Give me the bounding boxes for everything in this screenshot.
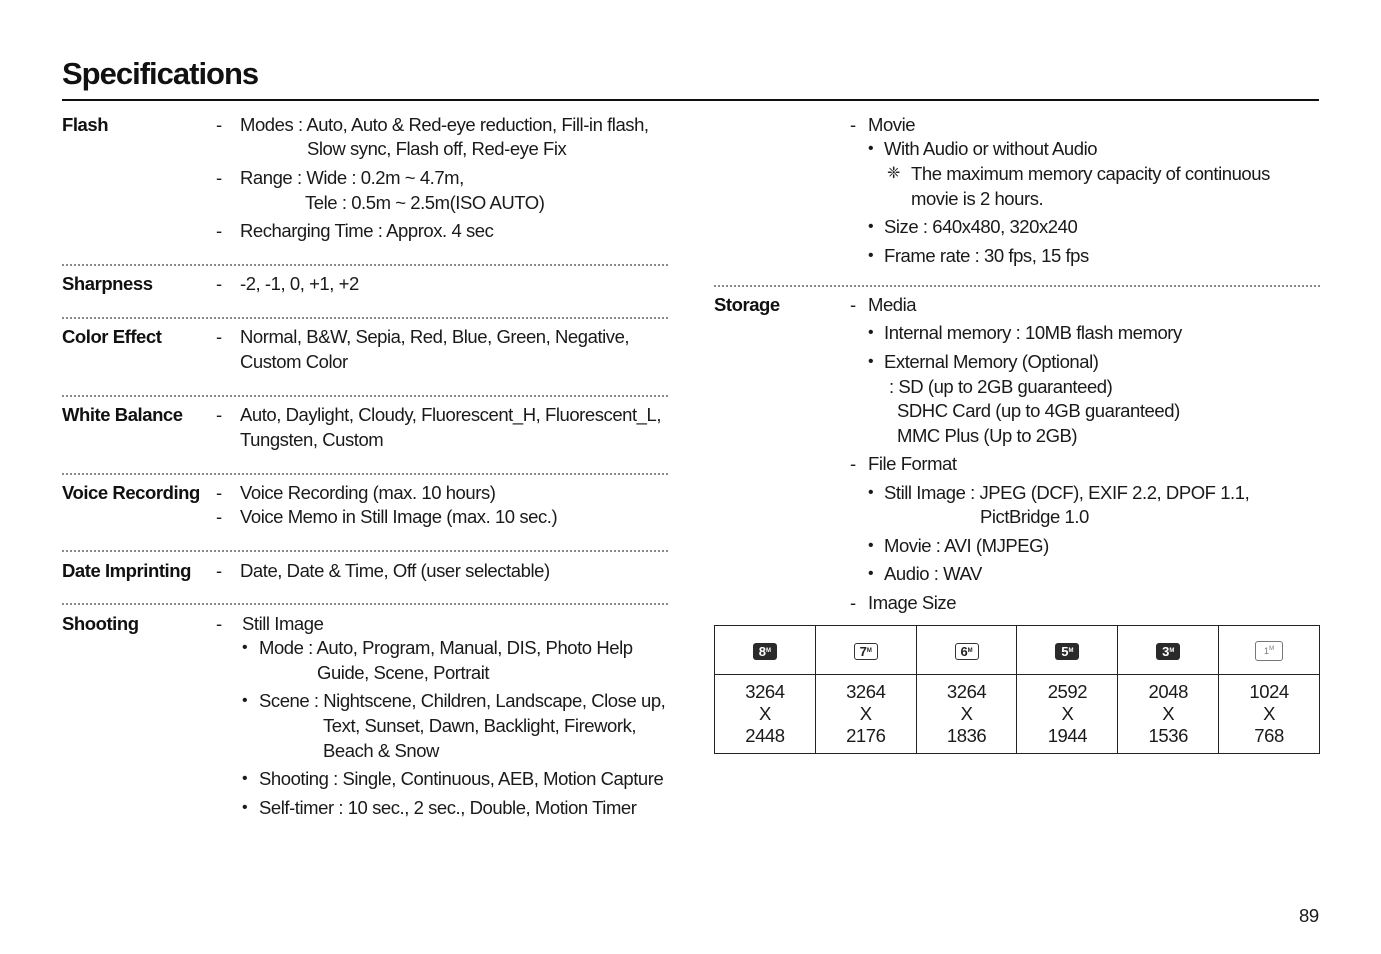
- bullet: •: [868, 565, 874, 582]
- external-memory: External Memory (Optional): [884, 351, 1099, 372]
- flash-modes: Modes : Auto, Auto & Red-eye reduction, Fill-in flash,: [240, 114, 649, 135]
- dotted-divider: [62, 473, 668, 475]
- bullet: •: [868, 537, 874, 554]
- bullet: •: [868, 218, 874, 235]
- external-memory-sdhc: SDHC Card (up to 4GB guaranteed): [897, 400, 1180, 421]
- bullet: •: [242, 770, 248, 787]
- image-size-icon-row: [715, 626, 1320, 675]
- white-balance-value: Auto, Daylight, Cloudy, Fluorescent_H, Fluorescent_L,: [240, 404, 662, 425]
- dotted-divider: [62, 395, 668, 397]
- size-7m-icon: $7_M$: [854, 643, 878, 660]
- media-heading: Media: [868, 294, 917, 315]
- color-effect-value: Normal, B&W, Sepia, Red, Blue, Green, Negative,: [240, 326, 630, 347]
- shooting-label: Shooting: [62, 613, 139, 634]
- dash: -: [216, 326, 222, 347]
- dotted-divider: [62, 317, 668, 319]
- movie-frame-rate: Frame rate : 30 fps, 15 fps: [884, 245, 1089, 266]
- image-size-value-row: [715, 675, 1320, 754]
- image-size-cell: [1219, 626, 1320, 675]
- image-size-heading: Image Size: [868, 592, 957, 613]
- dash: -: [216, 220, 222, 241]
- movie-note: The maximum memory capacity of continuous: [911, 163, 1270, 184]
- dash: -: [216, 482, 222, 503]
- bullet: •: [242, 639, 248, 656]
- external-memory-mmc: MMC Plus (Up to 2GB): [897, 425, 1078, 446]
- image-size-cell: [916, 626, 1017, 675]
- image-size-value: 1024 X 768: [1219, 675, 1320, 754]
- dash: -: [216, 167, 222, 188]
- size-3m-icon: $3_M$: [1156, 643, 1180, 660]
- dash: -: [216, 613, 222, 634]
- dash: -: [850, 592, 856, 613]
- image-size-cell: [715, 626, 816, 675]
- size-1m-icon: $1_M$: [1255, 641, 1283, 661]
- still-image-format: Still Image : JPEG (DCF), EXIF 2.2, DPOF 1.1,: [884, 482, 1250, 503]
- shooting-self-timer: Self-timer : 10 sec., 2 sec., Double, Motion Timer: [259, 797, 637, 818]
- image-size-value: 3264 X 1836: [916, 675, 1017, 754]
- color-effect-value-cont: Custom Color: [240, 351, 348, 372]
- image-size-value: 3264 X 2448: [715, 675, 816, 754]
- audio-format: Audio : WAV: [884, 563, 982, 584]
- page-number: 89: [1299, 905, 1319, 926]
- image-size-value: 2592 X 1944: [1017, 675, 1118, 754]
- image-size-value: 2048 X 1536: [1118, 675, 1219, 754]
- bullet: •: [868, 140, 874, 157]
- shooting-scene: Scene : Nightscene, Children, Landscape, Close up,: [259, 690, 666, 711]
- bullet: •: [868, 353, 874, 370]
- internal-memory: Internal memory : 10MB flash memory: [884, 322, 1182, 343]
- page-title: Specifications: [62, 56, 259, 91]
- shooting-mode: Mode : Auto, Program, Manual, DIS, Photo Help: [259, 637, 633, 658]
- movie-heading: Movie: [868, 114, 916, 135]
- image-size-cell: [1118, 626, 1219, 675]
- bullet: •: [868, 324, 874, 341]
- sharpness-label: Sharpness: [62, 273, 153, 294]
- flash-range-cont: Tele : 0.5m ~ 2.5m(ISO AUTO): [305, 192, 545, 213]
- bullet: •: [868, 484, 874, 501]
- size-6m-icon: $6_M$: [955, 643, 979, 660]
- image-size-table: [714, 625, 1320, 754]
- still-image-heading: Still Image: [242, 613, 324, 634]
- movie-format: Movie : AVI (MJPEG): [884, 535, 1049, 556]
- flash-modes-cont: Slow sync, Flash off, Red-eye Fix: [307, 138, 567, 159]
- image-size-cell: [1017, 626, 1118, 675]
- image-size-value: 3264 X 2176: [815, 675, 916, 754]
- dash: -: [216, 506, 222, 527]
- shooting-drive: Shooting : Single, Continuous, AEB, Motion Capture: [259, 768, 664, 789]
- dash: -: [850, 114, 856, 135]
- dotted-divider: [62, 550, 668, 552]
- date-imprinting-value: Date, Date & Time, Off (user selectable): [240, 560, 550, 581]
- still-image-format-cont: PictBridge 1.0: [980, 506, 1089, 527]
- external-memory-sd: : SD (up to 2GB guaranteed): [889, 376, 1113, 397]
- bullet: •: [868, 247, 874, 264]
- title-underline: [62, 99, 1319, 101]
- white-balance-label: White Balance: [62, 404, 183, 425]
- dotted-divider: [714, 285, 1320, 287]
- flash-label: Flash: [62, 114, 109, 135]
- size-5m-icon: $5_M$: [1055, 643, 1079, 660]
- dash: -: [216, 560, 222, 581]
- flash-range: Range : Wide : 0.2m ~ 4.7m,: [240, 167, 464, 188]
- voice-recording-value: Voice Recording (max. 10 hours): [240, 482, 496, 503]
- voice-memo-value: Voice Memo in Still Image (max. 10 sec.): [240, 506, 558, 527]
- voice-recording-label: Voice Recording: [62, 482, 200, 503]
- shooting-scene-cont: Beach & Snow: [323, 740, 439, 761]
- white-balance-value-cont: Tungsten, Custom: [240, 429, 384, 450]
- flash-recharge: Recharging Time : Approx. 4 sec: [240, 220, 494, 241]
- shooting-mode-cont: Guide, Scene, Portrait: [317, 662, 490, 683]
- dash: -: [850, 453, 856, 474]
- dotted-divider: [62, 603, 668, 605]
- shooting-scene-cont: Text, Sunset, Dawn, Backlight, Firework,: [323, 715, 637, 736]
- dash: -: [216, 273, 222, 294]
- date-imprinting-label: Date Imprinting: [62, 560, 191, 581]
- bullet: •: [242, 692, 248, 709]
- size-8m-icon: $8_M$: [753, 643, 777, 660]
- bullet: •: [242, 799, 248, 816]
- dash: -: [850, 294, 856, 315]
- movie-audio: With Audio or without Audio: [884, 138, 1098, 159]
- movie-note-cont: movie is 2 hours.: [911, 188, 1044, 209]
- movie-size: Size : 640x480, 320x240: [884, 216, 1078, 237]
- dotted-divider: [62, 264, 668, 266]
- dash: -: [216, 114, 222, 135]
- image-size-cell: [815, 626, 916, 675]
- file-format-heading: File Format: [868, 453, 957, 474]
- dash: -: [216, 404, 222, 425]
- note-icon: ❈: [887, 165, 900, 182]
- color-effect-label: Color Effect: [62, 326, 162, 347]
- sharpness-value: -2, -1, 0, +1, +2: [240, 273, 359, 294]
- storage-label: Storage: [714, 294, 780, 315]
